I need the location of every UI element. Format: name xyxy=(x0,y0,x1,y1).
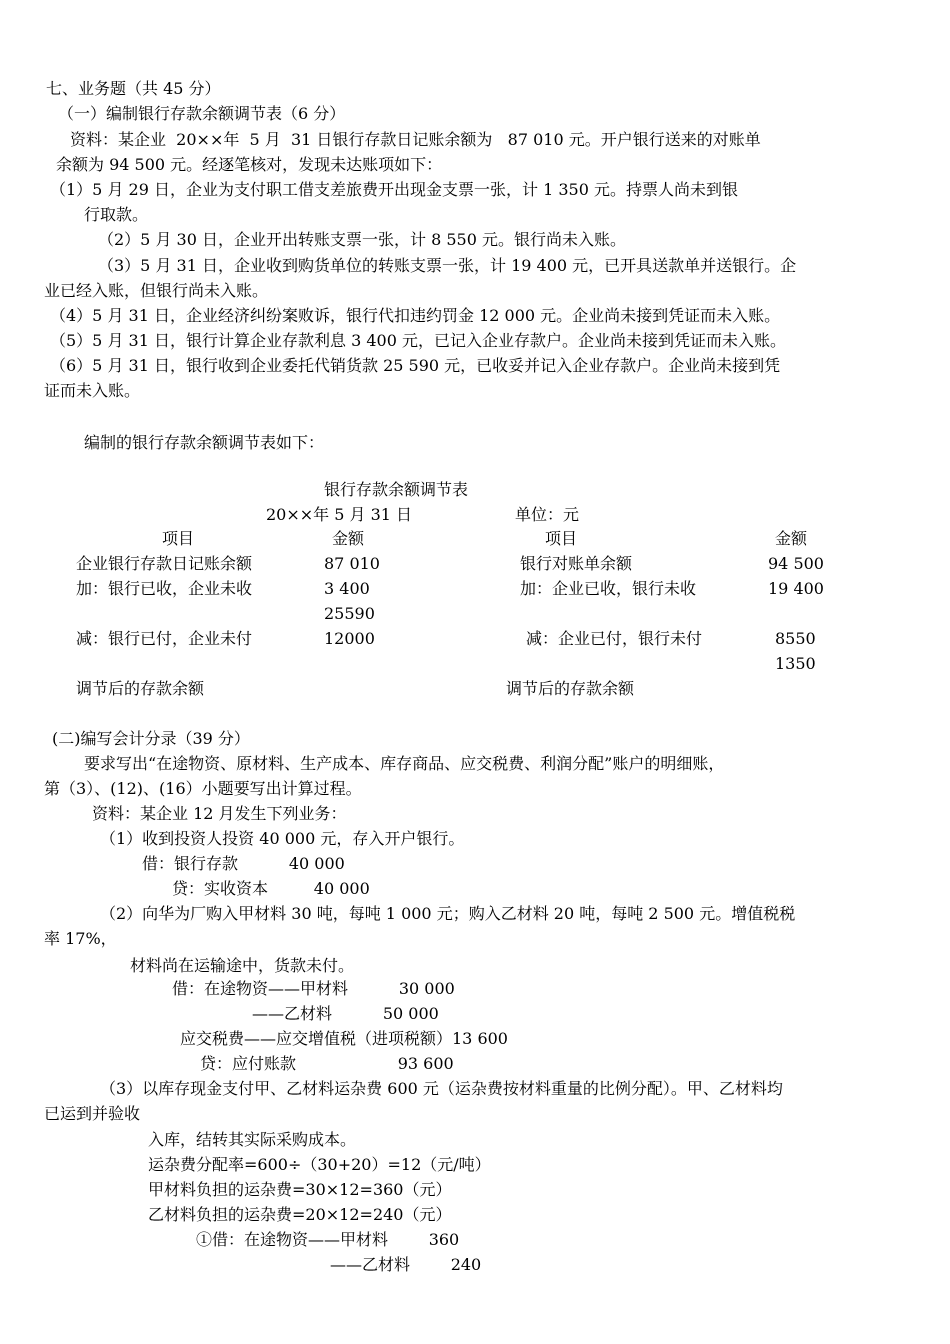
part1-heading: （一）编制银行存款余额调节表（6 分） xyxy=(58,104,346,123)
part1-material-line: （2）5 月 30 日，企业开出转账支票一张，计 8 550 元。银行尚未入账。 xyxy=(98,230,626,249)
section-heading: 七、业务题（共 45 分） xyxy=(46,79,221,98)
right-amount-header: 金额 xyxy=(775,529,808,548)
right-sub-value: 8550 xyxy=(775,629,816,648)
table-title: 银行存款余额调节表 xyxy=(324,480,469,499)
q2-text: 材料尚在运输途中，货款未付。 xyxy=(130,956,355,975)
part1-material-line: （6）5 月 31 日，银行收到企业委托代销货款 25 590 元，已收妥并记入企业存款户。企业尚未接到凭 xyxy=(50,356,781,375)
table-unit: 单位：元 xyxy=(515,505,580,524)
q2-text: （2）向华为厂购入甲材料 30 吨，每吨 1 000 元；购入乙材料 20 吨，每吨 2 500 元。增值税税 xyxy=(100,904,796,923)
left-balance-label: 企业银行存款日记账余额 xyxy=(76,554,253,573)
left-balance-value: 87 010 xyxy=(324,554,380,573)
q3-text: （3）以库存现金支付甲、乙材料运杂费 600 元（运杂费按材料重量的比例分配）。甲、乙材料均 xyxy=(100,1079,783,1098)
part1-material-line: 余额为 94 500 元。经逐笔核对，发现未达账项如下： xyxy=(56,155,443,174)
part1-material-line: （3）5 月 31 日，企业收到购货单位的转账支票一张，计 19 400 元，已开具送款单并送银行。企 xyxy=(98,256,797,275)
part1-material-line: （4）5 月 31 日，企业经济纠纷案败诉，银行代扣违约罚金 12 000 元。企业尚未接到凭证而未入账。 xyxy=(50,306,781,325)
q2-debit: 借：在途物资——甲材料 30 000 xyxy=(172,979,455,998)
part2-requirement-line: 要求写出“在途物资、原材料、生产成本、库存商品、应交税费、利润分配”账户的明细账， xyxy=(84,754,725,773)
q1-credit: 贷：实收资本 40 000 xyxy=(172,879,370,898)
right-item-header: 项目 xyxy=(545,529,578,548)
left-amount-header: 金额 xyxy=(332,529,365,548)
q1-text: （1）收到投资人投资 40 000 元，存入开户银行。 xyxy=(100,829,465,848)
part2-requirement-line: 第（3）、(12)、(16）小题要写出计算过程。 xyxy=(44,779,362,798)
right-add-value: 19 400 xyxy=(768,579,824,598)
left-sub-label: 减：银行已付，企业未付 xyxy=(76,629,253,648)
table-intro: 编制的银行存款余额调节表如下： xyxy=(84,433,325,452)
q3-calc: 乙材料负担的运杂费=20×12=240（元） xyxy=(148,1205,452,1224)
q3-text: 已运到并验收 xyxy=(44,1104,141,1123)
part1-material-line: 行取款。 xyxy=(84,205,149,224)
part2-heading: (二)编写会计分录（39 分） xyxy=(52,729,250,748)
q1-debit: 借：银行存款 40 000 xyxy=(142,854,345,873)
right-balance-value: 94 500 xyxy=(768,554,824,573)
q2-debit: 应交税费——应交增值税（进项税额）13 600 xyxy=(180,1029,508,1048)
q3-calc: 甲材料负担的运杂费=30×12=360（元） xyxy=(148,1180,452,1199)
part1-material-line: 资料：某企业 20××年 5 月 31 日银行存款日记账余额为 87 010 元。开户银行送来的对账单 xyxy=(70,130,761,149)
q3-debit: ①借：在途物资——甲材料 360 xyxy=(196,1230,460,1249)
right-sub-value: 1350 xyxy=(775,654,816,673)
table-date: 20××年 5 月 31 日 xyxy=(266,505,413,524)
left-sub-value: 12000 xyxy=(324,629,375,648)
part1-material-line: 证而未入账。 xyxy=(44,381,141,400)
left-item-header: 项目 xyxy=(162,529,195,548)
left-add-value: 3 400 xyxy=(324,579,370,598)
q3-debit: ——乙材料 240 xyxy=(330,1255,482,1274)
part1-material-line: （5）5 月 31 日，银行计算企业存款利息 3 400 元，已记入企业存款户。企业尚未接到凭证而未入账。 xyxy=(50,331,786,350)
part1-material-line: 业已经入账，但银行尚未入账。 xyxy=(44,281,269,300)
right-add-label: 加：企业已收，银行未收 xyxy=(520,579,697,598)
q2-text: 率 17%， xyxy=(44,929,117,948)
left-add-value: 25590 xyxy=(324,604,375,623)
q3-calc: 运杂费分配率=600÷（30+20）=12（元/吨） xyxy=(148,1155,491,1174)
part1-material-line: （1）5 月 29 日，企业为支付职工借支差旅费开出现金支票一张，计 1 350 元。持票人尚未到银 xyxy=(50,180,738,199)
right-adjusted-label: 调节后的存款余额 xyxy=(506,679,635,698)
left-add-label: 加：银行已收，企业未收 xyxy=(76,579,253,598)
left-adjusted-label: 调节后的存款余额 xyxy=(76,679,205,698)
right-sub-label: 减：企业已付，银行未付 xyxy=(526,629,703,648)
q2-credit: 贷：应付账款 93 600 xyxy=(200,1054,454,1073)
q2-debit: ——乙材料 50 000 xyxy=(252,1004,439,1023)
q3-text: 入库，结转其实际采购成本。 xyxy=(148,1130,357,1149)
right-balance-label: 银行对账单余额 xyxy=(520,554,633,573)
part2-material: 资料：某企业 12 月发生下列业务： xyxy=(92,804,347,823)
